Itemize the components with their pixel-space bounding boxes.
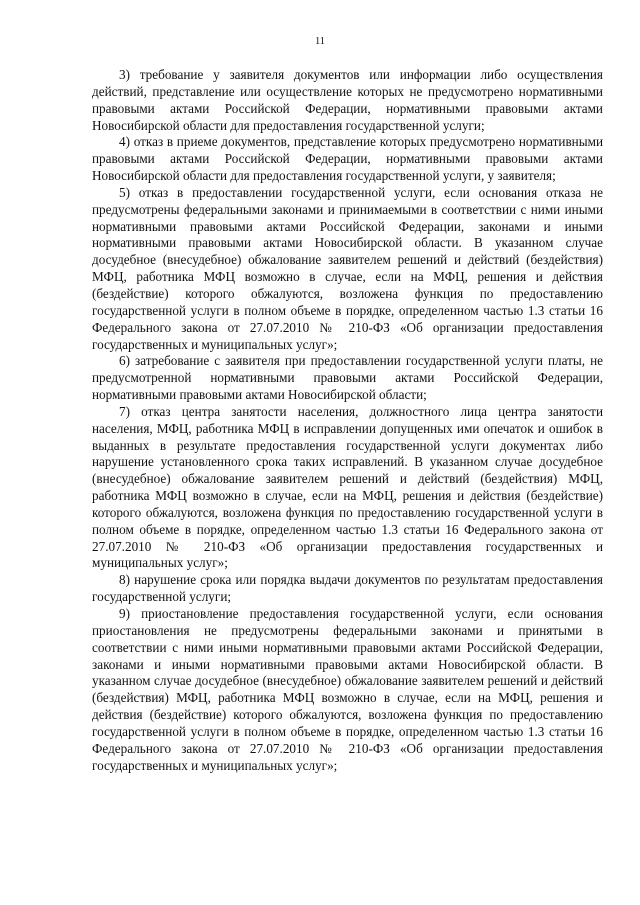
list-item-9: 9) приостановление предоставления государственной услуги, если основания приостановления не предусмотрены федеральными законами и принятыми в соответствии с ними иными нормативными правовыми актами Российской Федерации, законами и иными нормативными правовыми актами Новосибирской области. В указанном случае досудебное (внесудебное) обжалование заявителем решений и действий (бездействия) МФЦ, работника МФЦ возможно в случае, если на МФЦ, решения и действия (бездействие) которого обжалуются, возложена функция по предоставлению государственной услуги в полном объеме в порядке, определенном частью 1.3 статьи 16 Федерального закона от 27.07.2010 № 210-ФЗ «Об организации предоставления государственных и муниципальных услуг»; [92,606,603,773]
list-item-6: 6) затребование с заявителя при предоставлении государственной услуги платы, не предусмотренной нормативными правовыми актами Российской Федерации, нормативными правовыми актами Новосибирской области; [92,353,603,403]
list-item-3: 3) требование у заявителя документов или информации либо осуществления действий, представление или осуществление которых не предусмотрено нормативными правовыми актами Российской Федерации, нормативными правовыми актами Новосибирской области для предоставления государственной услуги; [92,67,603,133]
list-item-5: 5) отказ в предоставлении государственной услуги, если основания отказа не предусмотрены федеральными законами и принимаемыми в соответствии с ними иными нормативными правовыми актами Российской Федерации, законами и иными нормативными правовыми актами Новосибирской области. В указанном случае досудебное (внесудебное) обжалование заявителем решений и действий (бездействия) МФЦ, работника МФЦ возможно в случае, если на МФЦ, решения и действия (бездействие) которого обжалуются, возложена функция по предоставлению государственной услуги в полном объеме в порядке, определенном частью 1.3 статьи 16 Федерального закона от 27.07.2010 № 210-ФЗ «Об организации предоставления государственных и муниципальных услуг»; [92,184,603,352]
list-item-8: 8) нарушение срока или порядка выдачи документов по результатам предоставления государственной услуги; [92,572,603,605]
document-body [92,67,603,774]
page-number: 11 [314,36,326,47]
list-item-7: 7) отказ центра занятости населения, должностного лица центра занятости населения, МФЦ, работника МФЦ в исправлении допущенных ими опечаток и ошибок в выданных в результате предоставления государственной услуги документах либо нарушение установленного срока таких исправлений. В указанном случае досудебное (внесудебное) обжалование заявителем решений и действий (бездействия) МФЦ, работника МФЦ возможно в случае, если на МФЦ, решения и действия (бездействие) которого обжалуются, возложена функция по предоставлению государственной услуги в полном объеме в порядке, определенном частью 1.3 статьи 16 Федерального закона от 27.07.2010 № 210-ФЗ «Об организации предоставления государственных и муниципальных услуг»; [92,403,603,571]
list-item-4: 4) отказ в приеме документов, представление которых предусмотрено нормативными правовыми актами Российской Федерации, нормативными правовыми актами Новосибирской области для предоставления государственной услуги, у заявителя; [92,134,603,184]
